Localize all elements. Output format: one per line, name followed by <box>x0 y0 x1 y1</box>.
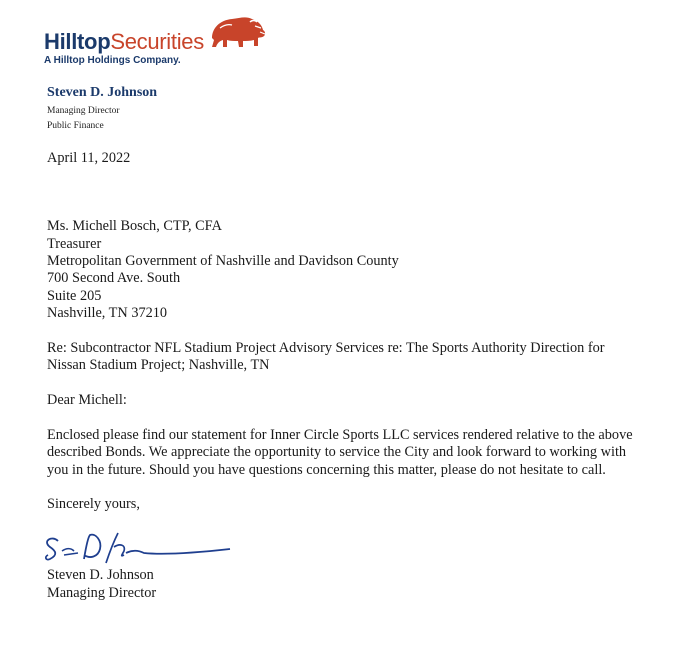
recipient-line: Suite 205 <box>47 288 102 304</box>
signature-name: Steven D. Johnson <box>47 567 154 583</box>
letter-date: April 11, 2022 <box>47 150 131 166</box>
signature-title: Managing Director <box>47 585 157 601</box>
salutation: Dear Michell: <box>47 392 127 408</box>
body-line: you in the future. Should you have questions concerning this matter, please do not hesitate to call. <box>47 462 606 478</box>
recipient-line: Nashville, TN 37210 <box>47 305 168 321</box>
recipient-line: Ms. Michell Bosch, CTP, CFA <box>47 218 222 234</box>
logo-brand-bold: Hilltop <box>44 29 111 54</box>
sender-name: Steven D. Johnson <box>47 85 158 100</box>
recipient-line: Metropolitan Government of Nashville and Davidson County <box>47 253 399 269</box>
sender-title: Managing Director <box>47 106 120 116</box>
sender-department: Public Finance <box>47 121 104 131</box>
logo-brand-light: Securities <box>110 29 204 54</box>
subject-line: Re: Subcontractor NFL Stadium Project Advisory Services re: The Sports Authority Direction for <box>47 340 605 356</box>
body-line: Enclosed please find our statement for Inner Circle Sports LLC services rendered relative to the above <box>47 427 633 443</box>
handwritten-signature <box>44 527 234 567</box>
bison-icon <box>208 14 268 52</box>
recipient-line: Treasurer <box>47 236 102 252</box>
recipient-line: 700 Second Ave. South <box>47 270 181 286</box>
company-logo <box>44 14 284 70</box>
closing: Sincerely yours, <box>47 496 140 512</box>
subject-line: Nissan Stadium Project; Nashville, TN <box>47 357 270 373</box>
body-line: described Bonds. We appreciate the opportunity to service the City and look forward to working with <box>47 444 627 460</box>
logo-tagline: A Hilltop Holdings Company. <box>44 55 181 66</box>
